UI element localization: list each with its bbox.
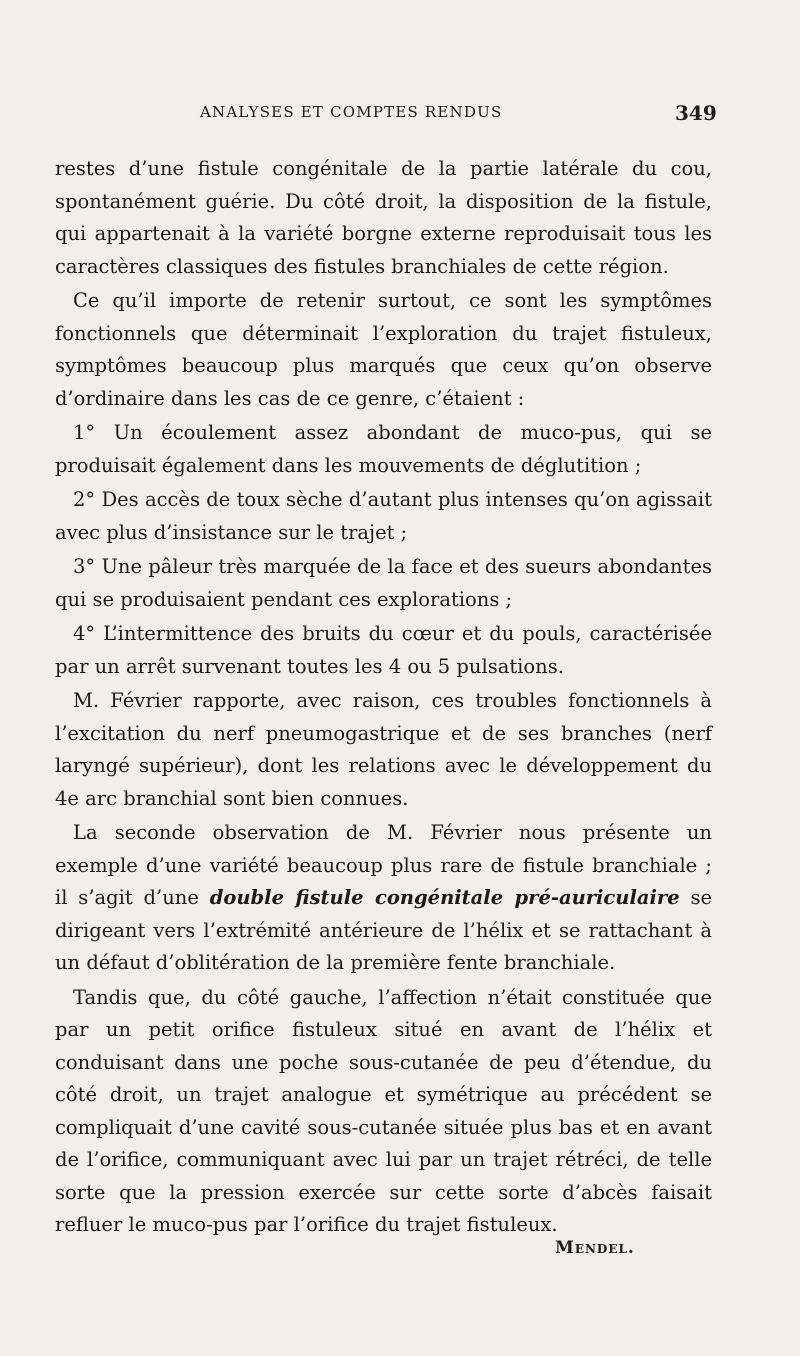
list-item: 3° Une pâleur très marquée de la face et des sueurs abondantes qui se produisaient pendant ces explorations ; [55, 555, 712, 611]
paragraph: Tandis que, du côté gauche, l’affection n’était constituée que par un petit orifice fistuleux situé en avant de l’hélix et conduisant dans une poche sous-cutanée de peu d’étendue, du côté droit, un trajet analogue et symétrique au précédent se compliquait d’une cavité sous-cutanée située plus bas et en avant de l’orifice, communiquant avec lui par un trajet rétréci, de telle sorte que la pression exercée sur cette sorte d’abcès faisait refluer le muco-pus par l’orifice du trajet fistuleux. [55, 985, 712, 1236]
paragraph: restes d’une fistule congénitale de la partie latérale du cou, spontanément guérie. Du côté droit, la disposition de la fistule, qui appartenait à la variété borgne externe reproduisait tous les caractères classiques des fistules branchiales de cette région. [55, 157, 712, 278]
emphasized-term: double fistule congénitale pré-auriculaire [209, 886, 680, 909]
text-run: se dirigeant vers l’extrémité antérieure de l’hélix et se rattachant à un défaut d’oblitération de la première fente branchiale. [55, 886, 713, 974]
list-item: 1° Un écoulement assez abondant de muco-pus, qui se produisait également dans les mouvements de déglutition ; [55, 421, 712, 477]
paragraph [55, 817, 712, 980]
text-run: La seconde observation de M. Février nous présente un exemple d’une variété beaucoup plus rare de fistule branchiale ; il s’agit d’une [55, 821, 712, 909]
running-title: ANALYSES ET COMPTES RENDUS [200, 103, 503, 121]
page-number: 349 [675, 101, 717, 125]
list-item: 2° Des accès de toux sèche d’autant plus intenses qu’on agissait avec plus d’insistance sur le trajet ; [55, 488, 712, 544]
author-signature: Mendel. [555, 1238, 635, 1258]
list-item: 4° L’intermittence des bruits du cœur et du pouls, caractérisée par un arrêt survenant toutes les 4 ou 5 pulsations. [55, 622, 712, 678]
paragraph: M. Février rapporte, avec raison, ces troubles fonctionnels à l’excitation du nerf pneumogastrique et de ses branches (nerf laryngé supérieur), dont les relations avec le développement du 4e arc branchial sont bien connues. [55, 689, 712, 810]
paragraph: Ce qu’il importe de retenir surtout, ce sont les symptômes fonctionnels que déterminait l’exploration du trajet fistuleux, symptômes beaucoup plus marqués que ceux qu’on observe d’ordinaire dans les cas de ce genre, c’étaient : [55, 289, 712, 410]
article-body [55, 153, 712, 1242]
